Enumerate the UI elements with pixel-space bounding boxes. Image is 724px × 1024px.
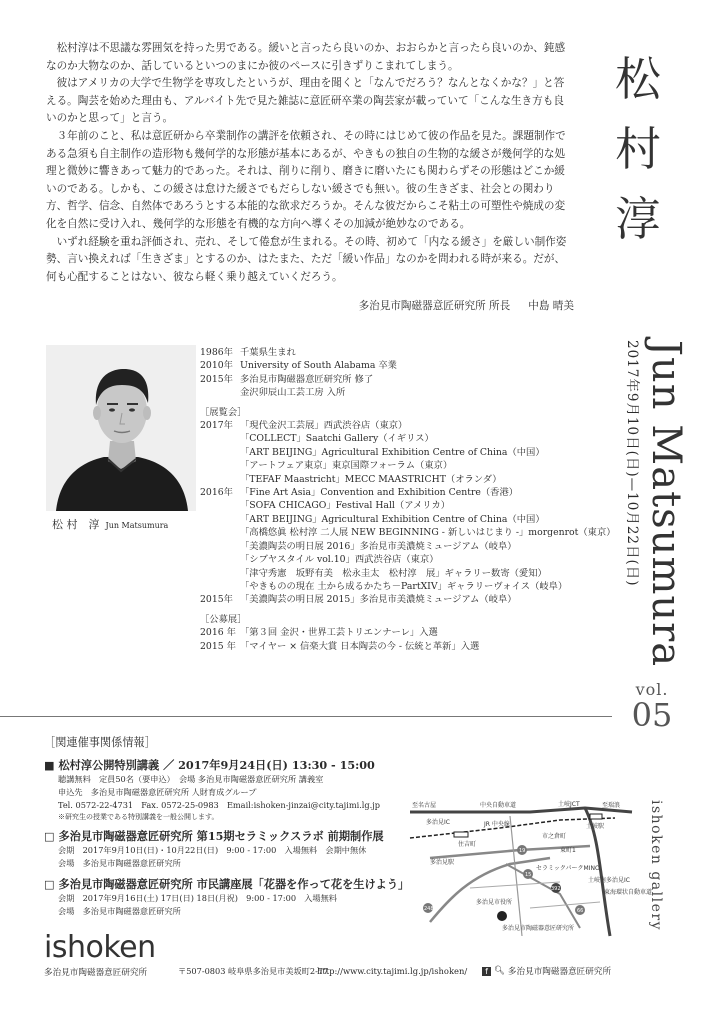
name-char: 松 <box>615 52 661 106</box>
exhibition-item: 「高橋悠眞 松村淳 二人展 NEW BEGINNING - 新しいはじまり -」morgenrot（東京） <box>240 527 616 539</box>
exhibition-item: 2016年 「Fine Art Asia」Convention and Exhibition Centre（香港） <box>200 487 519 499</box>
caption-roman: Jun Matsumura <box>105 521 169 530</box>
map-label: セラミックパークMINO <box>536 865 600 872</box>
history-item: 2015年 多治見市陶磁器意匠研究所 修了 <box>200 373 374 385</box>
signature-name: 中島 晴美 <box>528 300 574 312</box>
footer-url[interactable]: http://www.city.tajimi.lg.jp/ishoken/ <box>317 966 468 976</box>
event-title: □ 多治見市陶磁器意匠研究所 市民講座展「花器を作って花を生けよう」 <box>44 877 410 891</box>
exhibition-item: 「ART BEIJING」Agricultural Exhibition Centre of China（中国） <box>240 513 545 525</box>
history-item: 2010年 University of South Alabama 卒業 <box>200 360 397 372</box>
portrait-illustration <box>46 345 196 511</box>
route-number: 19 <box>519 848 526 854</box>
exhibition-item: 「シブヤスタイル vol.10」西武渋谷店（東京） <box>240 554 439 566</box>
caption-name: 松 村 淳 <box>52 518 100 531</box>
map-label: JR 中央線 <box>484 821 510 828</box>
map-label: 東町1 <box>560 847 576 854</box>
exhibitions-heading: ［展覧会］ <box>200 406 247 418</box>
map-label: 中央自動車道 <box>480 802 517 809</box>
event-detail: 会場 多治見市陶磁器意匠研究所 <box>58 858 181 868</box>
history-item: 1986年 千葉県生まれ <box>200 347 296 358</box>
event-title: ■ 松村淳公開特別講義 ／ 2017年9月24日(日) 13:30 - 15:00 <box>44 758 375 772</box>
exhibition-item: 「SOFA CHICAGO」Festival Hall（アメリカ） <box>240 500 451 512</box>
competition-item: 2015 年 「マイヤー × 信楽大賞 日本陶芸の今 - 伝統と革新」入選 <box>200 640 480 652</box>
volume-value: 05 <box>631 696 673 734</box>
map-label: 至瑞浪 <box>602 802 621 809</box>
name-char: 淳 <box>615 192 661 246</box>
name-char: 村 <box>615 122 661 176</box>
essay-signature <box>46 298 574 313</box>
route-number: 15 <box>525 872 532 878</box>
photo-caption <box>52 516 168 532</box>
exhibition-item: 「ART BEIJING」Agricultural Exhibition Centre of China（中国） <box>240 446 545 458</box>
exhibition-item: 2017年 「現代金沢工芸展」西武渋谷店（東京） <box>200 420 408 432</box>
event-marker: □ <box>44 829 55 843</box>
volume-label: vol. <box>635 680 669 699</box>
event-detail: 会場 多治見市陶磁器意匠研究所 <box>58 906 181 916</box>
competitions-list <box>200 626 616 653</box>
map-label: 多治見市陶磁器意匠研究所 <box>502 925 575 932</box>
essay-paragraph: 松村淳は不思議な雰囲気を持った男である。緩いと言ったら良いのか、おおらかと言ったら良いのか、鈍感なのか大物なのか、話しているといつのまにか彼のペースに引きずりこまれてしまう。 <box>46 42 566 72</box>
ishoken-logo: ishoken <box>44 930 156 965</box>
title-roman-block <box>624 340 688 667</box>
essay-paragraph: 彼はアメリカの大学で生物学を専攻したというが、理由を聞くと「なんでだろう？なんとなくかな？」と答える。陶芸を始めた理由も、アルバイト先で見た雑誌に意匠研卒業の陶芸家が載っていて「こんな生き方も良いのかと思って」と言う。 <box>46 77 565 125</box>
footer-organization: 多治見市陶磁器意匠研究所 <box>44 968 148 978</box>
social-label: 多治見市陶磁器意匠研究所 <box>507 967 612 977</box>
volume-number <box>622 680 682 734</box>
route-number: 392 <box>551 886 561 892</box>
exhibitions-list <box>200 419 616 607</box>
event-title: □ 多治見市陶磁器意匠研究所 第15期セラミックスラボ 前期制作展 <box>44 829 384 843</box>
artist-name-vertical <box>608 44 668 254</box>
exhibition-item: 「TEFAF Maastricht」MECC MAASTRICHT（オランダ） <box>240 473 502 485</box>
competitions-heading: ［公募展］ <box>200 613 247 625</box>
map-label: 住吉町 <box>458 841 477 848</box>
event-detail: 申込先 多治見市陶磁器意匠研究所 人財育成グループ <box>58 787 257 797</box>
event-detail: 会期 2017年9月16日(土) 17日(日) 18日(月祝) 9:00 - 17:00 入場無料 <box>58 893 337 903</box>
exhibition-item: 「COLLECT」Saatchi Gallery（イギリス） <box>240 433 434 445</box>
essay-paragraph: ３年前のこと、私は意匠研から卒業制作の講評を依頼され、その時にはじめて彼の作品を見た。課題制作である急須も自主制作の造形物も幾何学的な形態が基本にあるが、やきもの独自の生物的な緩さが幾何学的な処理と微妙に響きあって魅力的であった。それは、削りに削り、磨きに磨いたにも関わらずその形態はどこか緩いのである。しかも、この緩さは怠けた緩さでもだらしない緩さでも無い。彼の生きざま、社会との関わり方、哲学、信念、自然体であろうとする本能的な欲求だろうか。そんな彼だからこそ粘土の可塑性や焼成の変化を自然に受け入れ、幾何学的な形態を有機的な方向へ導くその加減が絶妙なのである。 <box>46 129 566 230</box>
competition-item: 2016 年 「第３回 金沢・世界工芸トリエンナーレ」入選 <box>200 627 438 639</box>
map-label: 土岐南多治見IC <box>588 877 630 884</box>
access-map <box>410 798 653 936</box>
event-detail: 会期 2017年9月10日(日)・10月22日(日) 9:00 - 17:00 入場無料 会期中無休 <box>58 845 367 855</box>
footer-address: 〒507-0803 岐阜県多治見市美坂町2-77 <box>178 966 329 976</box>
gallery-name: ishoken gallery <box>648 800 664 931</box>
event-detail: 聴講無料 定員50名（要申込） 会場 多治見市陶磁器意匠研究所 講義室 <box>58 774 324 784</box>
exhibition-item: 「津守秀憲 坂野有美 松永圭太 松村淳 展」ギャラリー数寄（愛知） <box>240 567 547 579</box>
artist-photo <box>46 345 196 511</box>
signature-title: 多治見市陶磁器意匠研究所 所長 <box>358 300 511 312</box>
map-label: 市之倉町 <box>542 833 567 840</box>
event-marker: ■ <box>44 758 55 772</box>
map-label: 多治見市役所 <box>476 899 513 906</box>
essay-paragraph: いずれ経験を重ね評価され、売れ、そして倦怠が生まれる。その時、初めて「内なる緩さ」を厳しい制作姿勢、言い換えれば「生きざま」とするのか、はたまた、ただ「緩い作品」なのかを問われる時が来る。だが、何も心配することはない、彼なら軽く乗り越えていくだろう。 <box>46 235 567 283</box>
facebook-icon[interactable]: f <box>482 967 491 976</box>
career <box>200 346 616 653</box>
exhibition-item: 2015年 「美濃陶芸の明日展 2015」多治見市美濃焼ミュージアム（岐阜） <box>200 594 517 606</box>
map-label: 至名古屋 <box>412 802 437 809</box>
map-label: 東海環状自動車道 <box>604 889 653 896</box>
events-heading: ［関連催事関係情報］ <box>44 736 156 749</box>
exhibition-item: 「アートフェア東京」東京国際フォーラム（東京） <box>240 460 453 472</box>
section-divider <box>0 716 612 717</box>
history-item: 金沢卯辰山工芸工房 入所 <box>240 387 346 399</box>
exhibition-item: 「やきものの現在 土から成るかたち－PartXIV」ギャラリーヴォイス（岐阜） <box>240 580 568 592</box>
map-label: 多治見駅 <box>430 859 455 866</box>
map-label: 多治見IC <box>426 819 450 826</box>
exhibition-item: 「美濃陶芸の明日展 2016」多治見市美濃焼ミュージアム（岐阜） <box>240 540 517 552</box>
event-marker: □ <box>44 877 55 891</box>
exhibition-dates: 2017年9月10日(日)—10月22日(日) <box>624 340 640 587</box>
map-label: 土岐駅 <box>586 823 605 830</box>
event-detail: Tel. 0572-22-4731 Fax. 0572-25-0983 Email:ishoken-jinzai@city.tajimi.lg.jp <box>58 800 381 810</box>
footer-social[interactable] <box>482 965 611 977</box>
route-number: 248 <box>424 906 434 912</box>
route-number: 66 <box>577 908 584 914</box>
map-label: 土岐JCT <box>558 801 580 808</box>
essay <box>46 40 574 286</box>
search-icon: 🔍︎ <box>494 966 505 976</box>
history-list <box>200 346 616 400</box>
artist-name-roman: Jun Matsumura <box>643 340 689 668</box>
event-note: ※研究生の授業である特別講義を一般公開します。 <box>58 813 219 821</box>
